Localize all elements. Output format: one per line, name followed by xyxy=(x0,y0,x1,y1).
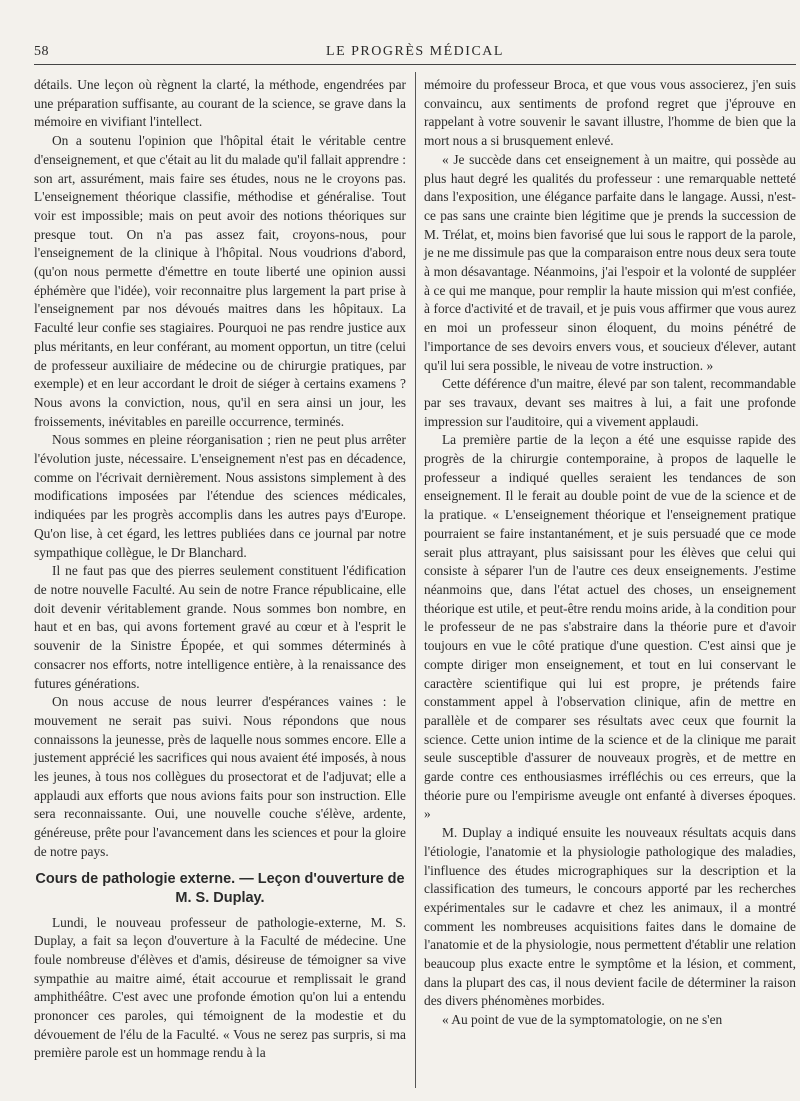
paragraph: Lundi, le nouveau professeur de pathologie-externe, M. S. Duplay, a fait sa leçon d'ouverture à la Faculté de médecine. Une foule nombreuse d'élèves et d'amis, désireuse de témoigner sa vive sympathie au maitre aimé, était accourue et remplissait le grand amphithéâtre. C'est avec une profonde émotion qu'on lui a entendu prononcer ces paroles, qui témoignent de la modestie et du dévouement de l'élu de la Faculté. « Vous ne serez pas surpris, si ma première parole est un hommage rendu à la xyxy=(34,914,406,1061)
paragraph: Nous sommes en pleine réorganisation ; rien ne peut plus arrêter l'évolution juste, nécessaire. L'enseignement n'est pas en décadence, comme on l'écrivait dernièrement. Nous assistons simplement à des modifications imposées par l'étendue des sciences médicales, indiquées par les progrès accomplis dans les autres pays d'Europe. Qu'on lise, à cet égard, les lettres publiées dans ce journal par notre sympathique collègue, le Dr Blanchard. xyxy=(34,432,406,560)
header-rule xyxy=(34,64,796,65)
paragraph: On a soutenu l'opinion que l'hôpital était le véritable centre d'enseignement, et que c'était au lit du malade qu'il fallait apprendre : son art, assurément, mais faire ses études, nous ne le croyons pas. L'enseignement théorique classifie, méthodise et généralise. Tout voir est impossible; mais on peut avoir des notions théoriques sur presque tout. On n'a pas assez fait, croyons-nous, pour l'enseignement de la clinique à l'hôpital. Nous voudrions d'abord, (qu'on nous permette d'émettre en toute liberté une opinion aussi éphémère que l'idée), voir reconnaitre plus largement la part prise à l'enseignement par nos dévoués maitres dans les hôpitaux. La Faculté leur confie ses stagiaires. Pourquoi ne pas rendre justice aux plus méritants, en leur conférant, au moment opportun, un titre (celui de professeur auxiliaire de médecine ou de chirurgie pratiques, par exemple) et en leur accordant le droit de siéger à certains examens ? Nous avons la conviction, nous, qu'il en sera ainsi un jour, les froissements, inévitables en pareille occurrence, terminés. xyxy=(34,133,406,429)
paragraph: détails. Une leçon où règnent la clarté, la méthode, engendrées par une préparation suffisante, au courant de la science, se grave dans la mémoire en vivifiant l'intellect. xyxy=(34,77,406,130)
journal-title: LE PROGRÈS MÉDICAL xyxy=(326,44,504,59)
paragraph: On nous accuse de nous leurrer d'espérances vaines : le mouvement ne serait pas suivi. Nous répondons que nous connaissons la jeunesse, près de laquelle nous sommes encore. Elle a justement apprécié les sacrifices qui nous avaient été imposés, à nous les jeunes, à tous nos collègues du prosectorat et de l'adjuvat; elle a applaudi aux efforts que nous avions faits pour son instruction. Elle sera reconnaissante. Oui, une nouvelle couche s'élève, ardente, généreuse, prête pour l'avancement dans les sciences et pour la gloire de notre pays. xyxy=(34,694,406,859)
section-heading: Cours de pathologie externe. — Leçon d'ouverture de M. S. Duplay. xyxy=(35,870,405,906)
page-number: 58 xyxy=(34,44,49,59)
left-column xyxy=(34,76,406,1063)
column-divider xyxy=(415,72,416,1088)
page-header xyxy=(34,44,796,64)
paragraph: mémoire du professeur Broca, et que vous vous associerez, j'en suis convaincu, aux sentiments de profond regret que j'éprouve en rappelant à votre souvenir le savant illustre, l'homme de bien que la mort nous a si brusquement enlevé. xyxy=(424,77,796,149)
paragraph: Cette déférence d'un maitre, élevé par son talent, recommandable par ses travaux, devant ses maitres à lui, a fait une profonde impression sur l'auditoire, qui a vivement applaudi. xyxy=(424,376,796,429)
paragraph: Il ne faut pas que des pierres seulement constituent l'édification de notre nouvelle Faculté. Au sein de notre France républicaine, elle doit devenir véritablement grande. Nous sommes bon nombre, en haut et en bas, qui avons fortement gravé au cœur et à l'esprit le souvenir de la Sinistre Épopée, et qui sommes déterminés à consacrer nos efforts, notre intelligence entière, à la renaissance des futures générations. xyxy=(34,563,406,691)
paragraph: M. Duplay a indiqué ensuite les nouveaux résultats acquis dans l'étiologie, l'anatomie et la physiologie pathologique des maladies, l'influence des études micrographiques sur la description et la classification des tumeurs, le concours apporté par les recherches expérimentales sur le cadavre et chez les animaux, il a montré comment les nombreuses acquisitions faites dans le domaine de l'anatomie et de la physiologie, nous permettent d'établir une relation beaucoup plus exacte entre le symptôme et la lésion, et comment, dans la plupart des cas, il nous devient facile de déterminer la raison des divers phénomènes morbides. xyxy=(424,825,796,1009)
paragraph: « Je succède dans cet enseignement à un maitre, qui possède au plus haut degré les qualités du professeur : une remarquable netteté dans l'exposition, une élégance parfaite dans le langage. Aussi, n'est-ce pas sans une crainte bien légitime que je prends la succession de M. Trélat, et, moins bien favorisé que lui sous le rapport de la parole, je ne me dissimule pas que la comparaison entre nous deux sera toute à mon désavantage. Néanmoins, j'ai l'espoir et la volonté de suppléer à ce qui me manque, pour remplir la haute mission qui m'est confiée, à force d'activité et de travail, et je puis vous affirmer que vous aurez en moi un professeur sinon éloquent, du moins pénétré de l'importance de ses devoirs envers vous, et soucieux d'élever, autant qu'il lui sera possible, le niveau de votre instruction. » xyxy=(424,151,796,373)
paragraph: « Au point de vue de la symptomatologie, on ne s'en xyxy=(442,1012,723,1028)
paragraph: La première partie de la leçon a été une esquisse rapide des progrès de la chirurgie contemporaine, à propos de laquelle le professeur a indiqué quelles seraient les tendances de son enseignement. Il le ferait au double point de vue de la science et de la pratique. « L'enseignement théorique et l'enseignement pratique pourraient se faire instantanément, et je suis persuadé que ce mode serait plus attrayant, plus saisissant pour les élèves que celui qui consiste à séparer l'un de l'autre ces deux enseignements. J'estime néanmoins que, dans l'état actuel des choses, un enseignement théorique est utile, et peut-être rendu moins aride, à la condition pour le professeur de ne pas s'abstraire dans la théorie pure et d'avoir toujours en vue le côté pratique d'une question. C'est ainsi que je compte diriger mon enseignement, et tout en lui conservant le caractère scientifique qui lui est propre, je prétends faire constamment appel à l'observation clinique, afin de mettre en parallèle et de comparer ses résultats avec ceux que fournit la science. Cette union intime de la science et de la clinique me parait seule susceptible d'assurer de nouveaux progrès, et de mettre en garde contre ces enthousiasmes irréfléchis ou ces erreurs, que la théorie pure ou l'empirisme aveugle ont enfanté à diverses époques. » xyxy=(424,432,796,822)
right-column xyxy=(424,76,796,1030)
